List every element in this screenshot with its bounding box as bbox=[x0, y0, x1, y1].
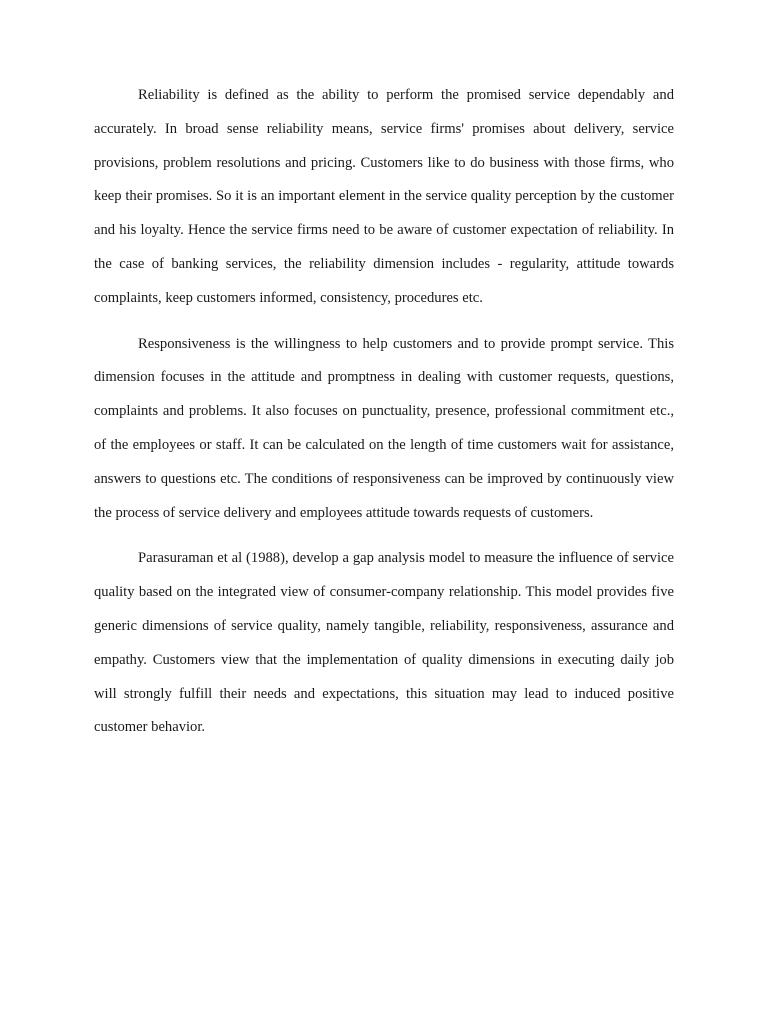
paragraph-reliability: Reliability is defined as the ability to perform the promised service dependably and accurately. In broad sense reliability means, service firms' promises about delivery, service provisions, problem resolutions and pricing. Customers like to do business with those firms, who keep their promises. So it is an important element in the service quality perception by the customer and his loyalty. Hence the service firms need to be aware of customer expectation of reliability. In the case of banking services, the reliability dimension includes - regularity, attitude towards complaints, keep customers informed, consistency, procedures etc. bbox=[94, 87, 674, 306]
paragraph-parasuraman: Parasuraman et al (1988), develop a gap analysis model to measure the influence of service quality based on the integrated view of consumer-company relationship. This model provides five generic dimensions of service quality, namely tangible, reliability, responsiveness, assurance and empathy. Customers view that the implementation of quality dimensions in executing daily job will strongly fulfill their needs and expectations, this situation may lead to induced positive customer behavior. bbox=[94, 550, 674, 736]
body-text bbox=[94, 79, 674, 757]
paragraph-responsiveness: Responsiveness is the willingness to help customers and to provide prompt service. This dimension focuses in the attitude and promptness in dealing with customer requests, questions, complaints and problems. It also focuses on punctuality, presence, professional commitment etc., of the employees or staff. It can be calculated on the length of time customers wait for assistance, answers to questions etc. The conditions of responsiveness can be improved by continuously view the process of service delivery and employees attitude towards requests of customers. bbox=[94, 335, 674, 521]
